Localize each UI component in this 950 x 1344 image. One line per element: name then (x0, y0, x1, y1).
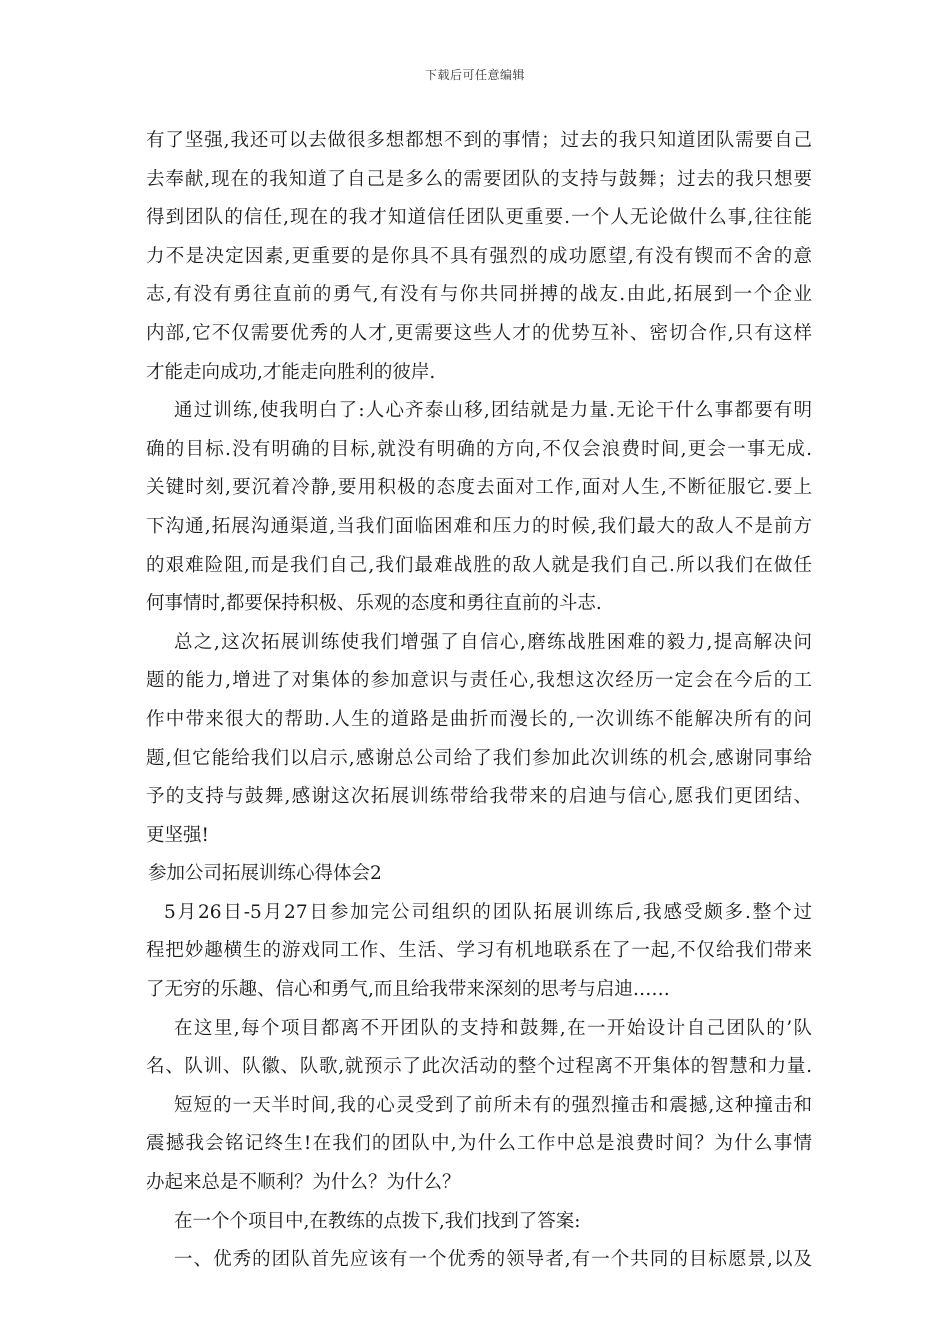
text-line: 程把妙趣横生的游戏同工作、生活、学习有机地联系在了一起,不仅给我们带来 (146, 940, 812, 962)
text-line: 题,但它能给我们以启示,感谢总公司给了我们参加此次训练的机会,感谢同事给 (146, 747, 812, 769)
text-line: 关键时刻,要沉着冷静,要用积极的态度去面对工作,面对人生,不断征服它.要上 (146, 477, 812, 499)
text-line: 作中带来很大的帮助.人生的道路是曲折而漫长的,一次训练不能解决所有的问 (146, 708, 812, 730)
text-line: 在一个个项目中,在教练的点拨下,我们找到了答案: (174, 1210, 581, 1232)
text-line: 5月26日-5月27日参加完公司组织的团队拓展训练后,我感受颇多.整个过 (164, 901, 812, 923)
text-line: 办起来总是不顺利？为什么？为什么？ (146, 1172, 461, 1194)
text-line: 短短的一天半时间,我的心灵受到了前所未有的强烈撞击和震撼,这种撞击和 (174, 1094, 812, 1116)
text-line: 更坚强! (146, 824, 209, 846)
text-line: 名、队训、队徽、队歌,就预示了此次活动的整个过程离不开集体的智慧和力量. (146, 1056, 812, 1078)
text-line: 通过训练,使我明白了:人心齐泰山移,团结就是力量.无论干什么事都要有明 (174, 400, 812, 422)
text-line: 志,有没有勇往直前的勇气,有没有与你共同拼搏的战友.由此,拓展到一个企业 (146, 284, 812, 306)
text-line: 予的支持与鼓舞,感谢这次拓展训练带给我带来的启迪与信心,愿我们更团结、 (146, 786, 812, 808)
text-line: 何事情时,都要保持积极、乐观的态度和勇往直前的斗志. (146, 593, 602, 615)
text-line: 的艰难险阻,而是我们自己,我们最难战胜的敌人就是我们自己.所以我们在做任 (146, 554, 812, 576)
text-line: 内部,它不仅需要优秀的人才,更需要这些人才的优势互补、密切合作,只有这样 (146, 322, 812, 344)
text-line: 确的目标.没有明确的目标,就没有明确的方向,不仅会浪费时间,更会一事无成. (146, 438, 812, 460)
text-line: 总之,这次拓展训练使我们增强了自信心,磨练战胜困难的毅力,提高解决问 (174, 631, 812, 653)
text-line: 去奉献,现在的我知道了自己是多么的需要团队的支持与鼓舞；过去的我只想要 (146, 168, 812, 190)
text-line: 题的能力,增进了对集体的参加意识与责任心,我想这次经历一定会在今后的工 (146, 670, 812, 692)
text-line: 下沟通,拓展沟通渠道,当我们面临困难和压力的时候,我们最大的敌人不是前方 (146, 515, 812, 537)
text-line: 得到团队的信任,现在的我才知道信任团队更重要.一个人无论做什么事,往往能 (146, 207, 812, 229)
page-header: 下载后可任意编辑 (424, 68, 525, 82)
text-line: 在这里,每个项目都离不开团队的支持和鼓舞,在一开始设计自己团队的’队 (174, 1017, 812, 1039)
text-line: 才能走向成功,才能走向胜利的彼岸. (146, 361, 436, 383)
text-line: 参加公司拓展训练心得体会2 (148, 863, 382, 885)
text-line: 一、优秀的团队首先应该有一个优秀的领导者,有一个共同的目标愿景,以及 (174, 1249, 812, 1271)
text-line: 力不是决定因素,更重要的是你具不具有强烈的成功愿望,有没有锲而不舍的意 (146, 245, 812, 267)
text-line: 有了坚强,我还可以去做很多想都想不到的事情；过去的我只知道团队需要自己 (146, 130, 812, 151)
text-line: 了无穷的乐趣、信心和勇气,而且给我带来深刻的思考与启迪…… (146, 979, 670, 1001)
document-body (146, 122, 812, 1280)
text-line: 震撼我会铭记终生!在我们的团队中,为什么工作中总是浪费时间？为什么事情 (146, 1133, 812, 1155)
